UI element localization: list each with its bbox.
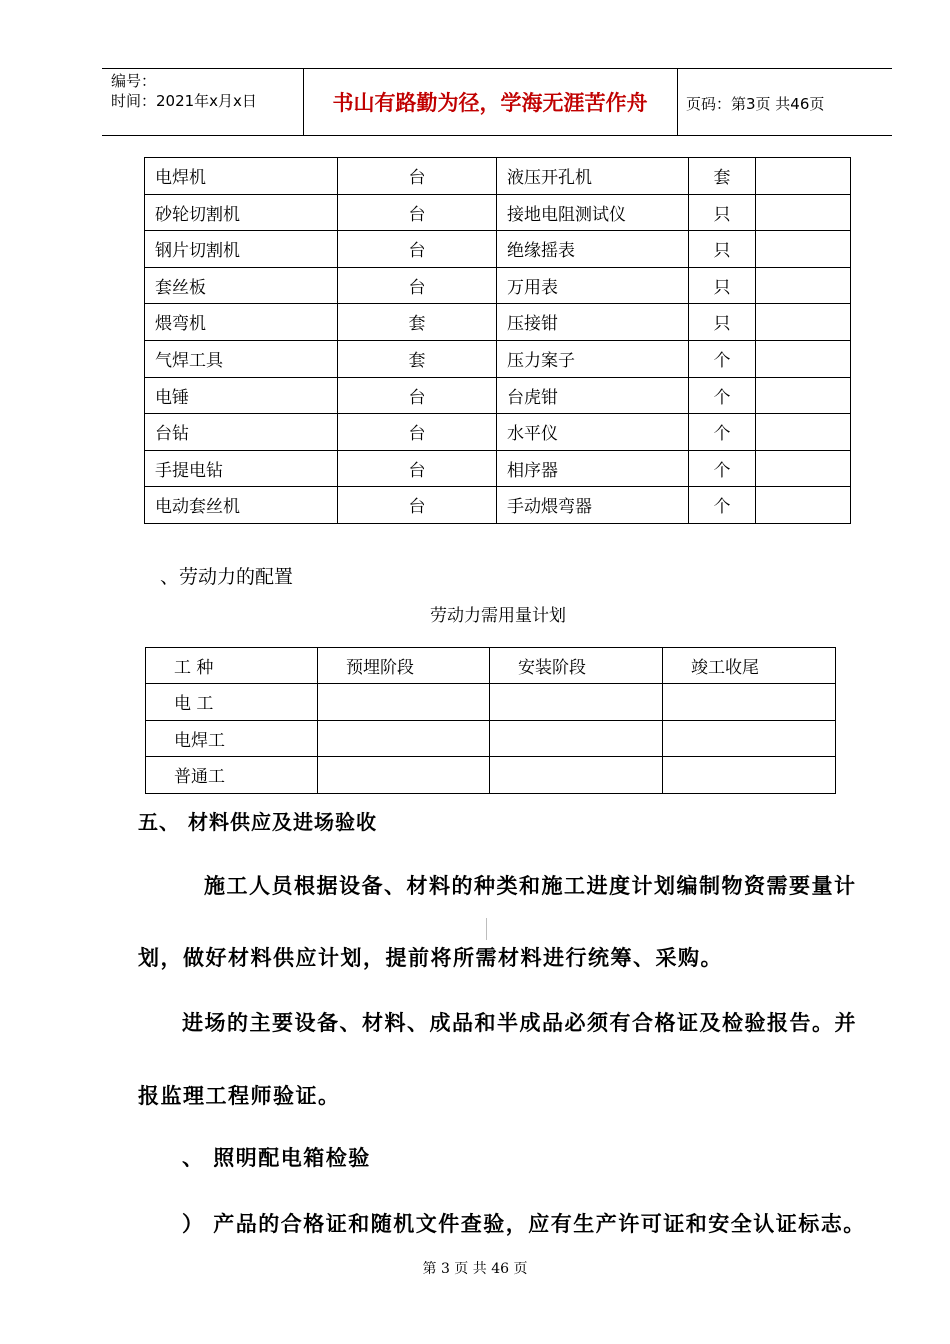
text-cursor-mark bbox=[486, 918, 487, 940]
table-cell: 台虎钳 bbox=[497, 377, 689, 414]
table-cell: 台钻 bbox=[145, 414, 338, 451]
table-cell: 个 bbox=[689, 414, 756, 451]
table-cell bbox=[490, 757, 663, 794]
table-cell: 个 bbox=[689, 450, 756, 487]
header-motto: 书山有路勤为径，学海无涯苦作舟 bbox=[332, 91, 648, 115]
table-cell: 台 bbox=[338, 267, 497, 304]
table-cell bbox=[756, 158, 851, 195]
table-cell: 电焊工 bbox=[146, 720, 318, 757]
table-row bbox=[145, 414, 851, 451]
table-cell bbox=[490, 684, 663, 721]
table-cell: 个 bbox=[689, 377, 756, 414]
table-cell bbox=[318, 684, 490, 721]
section5-para2-line1: 进场的主要设备、材料、成品和半成品必须有合格证及检验报告。并 bbox=[182, 1010, 857, 1035]
table-cell: 只 bbox=[689, 231, 756, 268]
section5-item1: ） 产品的合格证和随机文件查验，应有生产许可证和安全认证标志。 bbox=[182, 1211, 866, 1236]
header-bottom-rule bbox=[102, 135, 892, 136]
table-cell: 压接钳 bbox=[497, 304, 689, 341]
table-cell bbox=[318, 757, 490, 794]
document-time-label: 时间：2021年x月x日 bbox=[111, 92, 257, 110]
section5-para2-line2: 报监理工程师验证。 bbox=[138, 1083, 341, 1108]
table-cell: 个 bbox=[689, 487, 756, 524]
section5-para1-line2: 划，做好材料供应计划，提前将所需材料进行统筹、采购。 bbox=[138, 945, 723, 970]
labor-table bbox=[145, 647, 836, 794]
table-row bbox=[145, 487, 851, 524]
header-page-info: 页码：第3页 共46页 bbox=[686, 95, 825, 113]
table-cell: 电焊机 bbox=[145, 158, 338, 195]
labor-header-trade: 工 种 bbox=[146, 648, 318, 684]
table-cell: 万用表 bbox=[497, 267, 689, 304]
table-cell: 电动套丝机 bbox=[145, 487, 338, 524]
table-cell: 接地电阻测试仪 bbox=[497, 194, 689, 231]
labor-header-completion: 竣工收尾 bbox=[663, 648, 836, 684]
labor-table-title: 劳动力需用量计划 bbox=[430, 606, 566, 626]
table-cell: 手提电钻 bbox=[145, 450, 338, 487]
table-cell: 套 bbox=[338, 340, 497, 377]
table-cell: 普通工 bbox=[146, 757, 318, 794]
table-row bbox=[145, 304, 851, 341]
table-row bbox=[145, 158, 851, 195]
table-row bbox=[145, 450, 851, 487]
table-row bbox=[146, 757, 836, 794]
page-footer: 第 3 页 共 46 页 bbox=[422, 1261, 528, 1277]
table-cell: 套丝板 bbox=[145, 267, 338, 304]
table-cell bbox=[663, 684, 836, 721]
table-row bbox=[145, 267, 851, 304]
table-cell bbox=[756, 267, 851, 304]
table-row bbox=[145, 231, 851, 268]
table-row bbox=[145, 377, 851, 414]
table-cell: 电锤 bbox=[145, 377, 338, 414]
table-cell: 手动煨弯器 bbox=[497, 487, 689, 524]
table-cell: 只 bbox=[689, 267, 756, 304]
equipment-table bbox=[144, 157, 851, 524]
table-cell: 台 bbox=[338, 377, 497, 414]
labor-header-installation: 安装阶段 bbox=[490, 648, 663, 684]
labor-header-row bbox=[146, 648, 836, 684]
table-cell bbox=[490, 720, 663, 757]
table-cell: 气焊工具 bbox=[145, 340, 338, 377]
table-cell bbox=[756, 377, 851, 414]
table-cell: 水平仪 bbox=[497, 414, 689, 451]
table-cell bbox=[756, 231, 851, 268]
section5-para1-line1: 施工人员根据设备、材料的种类和施工进度计划编制物资需要量计 bbox=[204, 873, 857, 898]
table-row bbox=[145, 340, 851, 377]
table-row bbox=[146, 684, 836, 721]
table-cell: 相序器 bbox=[497, 450, 689, 487]
table-cell bbox=[756, 450, 851, 487]
table-cell bbox=[756, 340, 851, 377]
table-cell: 台 bbox=[338, 194, 497, 231]
table-cell bbox=[663, 757, 836, 794]
table-cell bbox=[318, 720, 490, 757]
table-cell: 只 bbox=[689, 194, 756, 231]
table-cell bbox=[756, 487, 851, 524]
table-cell bbox=[756, 414, 851, 451]
table-cell: 电 工 bbox=[146, 684, 318, 721]
table-cell: 砂轮切割机 bbox=[145, 194, 338, 231]
table-cell: 台 bbox=[338, 414, 497, 451]
section5-sub-heading: 、 照明配电箱检验 bbox=[182, 1145, 371, 1170]
table-cell: 煨弯机 bbox=[145, 304, 338, 341]
document-number-label: 编号： bbox=[111, 72, 157, 90]
labor-section-heading: 、劳动力的配置 bbox=[160, 566, 294, 588]
table-cell: 液压开孔机 bbox=[497, 158, 689, 195]
header-divider-right bbox=[677, 68, 678, 136]
table-cell: 台 bbox=[338, 231, 497, 268]
table-cell: 压力案子 bbox=[497, 340, 689, 377]
table-row bbox=[145, 194, 851, 231]
table-cell: 绝缘摇表 bbox=[497, 231, 689, 268]
table-cell: 台 bbox=[338, 487, 497, 524]
table-cell: 台 bbox=[338, 158, 497, 195]
table-cell: 个 bbox=[689, 340, 756, 377]
section5-heading: 五、 材料供应及进场验收 bbox=[138, 810, 377, 834]
table-cell bbox=[756, 304, 851, 341]
table-cell: 套 bbox=[689, 158, 756, 195]
table-cell: 台 bbox=[338, 450, 497, 487]
table-cell bbox=[756, 194, 851, 231]
table-cell: 只 bbox=[689, 304, 756, 341]
table-cell bbox=[663, 720, 836, 757]
labor-header-embedding: 预埋阶段 bbox=[318, 648, 490, 684]
table-cell: 钢片切割机 bbox=[145, 231, 338, 268]
table-cell: 套 bbox=[338, 304, 497, 341]
table-row bbox=[146, 720, 836, 757]
